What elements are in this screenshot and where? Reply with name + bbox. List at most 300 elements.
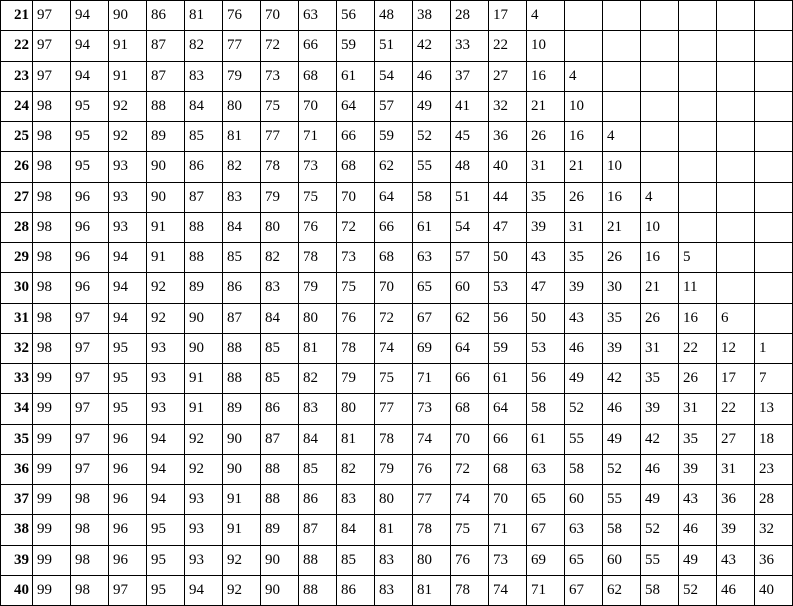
table-cell: 10 xyxy=(565,91,603,121)
table-cell: 49 xyxy=(603,424,641,454)
table-cell: 4 xyxy=(527,1,565,31)
table-cell: 7 xyxy=(755,364,793,394)
table-cell: 95 xyxy=(109,364,147,394)
table-cell: 97 xyxy=(71,454,109,484)
table-cell: 92 xyxy=(185,454,223,484)
table-row xyxy=(1,61,793,91)
table-cell: 26 xyxy=(603,243,641,273)
table-row xyxy=(1,273,793,303)
table-cell: 87 xyxy=(299,515,337,545)
table-cell: 46 xyxy=(641,454,679,484)
table-cell: 95 xyxy=(109,394,147,424)
table-cell: 96 xyxy=(109,515,147,545)
table-cell: 39 xyxy=(527,212,565,242)
table-cell: 86 xyxy=(147,1,185,31)
table-cell xyxy=(755,152,793,182)
table-cell: 53 xyxy=(489,273,527,303)
table-cell: 97 xyxy=(33,61,71,91)
table-cell: 76 xyxy=(451,545,489,575)
row-header: 36 xyxy=(1,454,33,484)
table-cell xyxy=(717,212,755,242)
table-cell: 69 xyxy=(527,545,565,575)
table-cell: 79 xyxy=(223,61,261,91)
table-cell: 10 xyxy=(641,212,679,242)
table-cell: 73 xyxy=(489,545,527,575)
table-cell: 17 xyxy=(717,364,755,394)
table-cell: 97 xyxy=(71,333,109,363)
table-cell: 21 xyxy=(603,212,641,242)
table-cell: 35 xyxy=(641,364,679,394)
table-cell: 98 xyxy=(33,182,71,212)
table-cell: 88 xyxy=(223,364,261,394)
table-cell xyxy=(717,273,755,303)
table-cell: 76 xyxy=(299,212,337,242)
table-cell: 40 xyxy=(755,575,793,605)
table-cell: 75 xyxy=(261,91,299,121)
table-cell: 83 xyxy=(223,182,261,212)
table-cell xyxy=(641,122,679,152)
table-cell: 85 xyxy=(299,454,337,484)
table-cell: 62 xyxy=(375,152,413,182)
table-cell: 70 xyxy=(451,424,489,454)
table-cell: 99 xyxy=(33,364,71,394)
table-cell: 95 xyxy=(147,515,185,545)
table-cell: 94 xyxy=(71,31,109,61)
table-cell: 17 xyxy=(489,1,527,31)
table-cell: 91 xyxy=(223,485,261,515)
table-cell: 78 xyxy=(375,424,413,454)
table-cell: 92 xyxy=(147,273,185,303)
table-cell: 16 xyxy=(603,182,641,212)
table-cell: 87 xyxy=(147,61,185,91)
table-cell: 93 xyxy=(185,545,223,575)
table-cell: 70 xyxy=(337,182,375,212)
table-cell: 84 xyxy=(337,515,375,545)
table-cell: 88 xyxy=(299,545,337,575)
table-cell: 82 xyxy=(261,243,299,273)
row-header: 37 xyxy=(1,485,33,515)
table-cell: 93 xyxy=(109,182,147,212)
table-cell: 26 xyxy=(679,364,717,394)
table-cell: 97 xyxy=(33,1,71,31)
table-cell: 90 xyxy=(223,424,261,454)
table-cell: 46 xyxy=(413,61,451,91)
table-cell: 26 xyxy=(527,122,565,152)
table-cell: 31 xyxy=(717,454,755,484)
table-cell: 66 xyxy=(489,424,527,454)
table-cell: 46 xyxy=(565,333,603,363)
table-cell: 68 xyxy=(375,243,413,273)
table-cell: 79 xyxy=(375,454,413,484)
table-cell: 86 xyxy=(337,575,375,605)
row-header: 23 xyxy=(1,61,33,91)
table-cell: 18 xyxy=(755,424,793,454)
table-cell: 79 xyxy=(299,273,337,303)
table-cell: 68 xyxy=(489,454,527,484)
table-cell: 64 xyxy=(375,182,413,212)
table-cell: 99 xyxy=(33,394,71,424)
table-cell: 74 xyxy=(375,333,413,363)
table-cell: 91 xyxy=(109,61,147,91)
table-cell: 72 xyxy=(451,454,489,484)
table-cell xyxy=(641,91,679,121)
table-cell: 40 xyxy=(489,152,527,182)
table-cell: 92 xyxy=(185,424,223,454)
table-cell: 12 xyxy=(717,333,755,363)
row-header: 31 xyxy=(1,303,33,333)
table-row xyxy=(1,91,793,121)
table-cell: 92 xyxy=(109,91,147,121)
table-cell: 50 xyxy=(527,303,565,333)
table-cell: 47 xyxy=(527,273,565,303)
table-cell: 63 xyxy=(565,515,603,545)
table-cell: 86 xyxy=(261,394,299,424)
table-cell: 55 xyxy=(603,485,641,515)
table-cell: 43 xyxy=(679,485,717,515)
table-cell: 79 xyxy=(261,182,299,212)
table-cell: 61 xyxy=(489,364,527,394)
table-cell: 42 xyxy=(641,424,679,454)
table-cell: 49 xyxy=(565,364,603,394)
table-cell: 82 xyxy=(223,152,261,182)
table-cell xyxy=(755,61,793,91)
table-cell: 96 xyxy=(71,243,109,273)
table-cell: 97 xyxy=(71,364,109,394)
table-row xyxy=(1,515,793,545)
table-cell: 31 xyxy=(565,212,603,242)
table-cell: 87 xyxy=(147,31,185,61)
table-cell xyxy=(717,243,755,273)
table-cell: 91 xyxy=(147,243,185,273)
table-cell: 93 xyxy=(147,364,185,394)
table-cell: 59 xyxy=(375,122,413,152)
table-cell: 90 xyxy=(223,454,261,484)
table-cell: 96 xyxy=(71,212,109,242)
table-cell: 98 xyxy=(33,212,71,242)
row-header: 25 xyxy=(1,122,33,152)
table-cell: 80 xyxy=(413,545,451,575)
table-cell: 58 xyxy=(565,454,603,484)
table-cell: 93 xyxy=(185,515,223,545)
row-header: 40 xyxy=(1,575,33,605)
table-cell: 22 xyxy=(679,333,717,363)
table-cell: 1 xyxy=(755,333,793,363)
table-cell: 98 xyxy=(71,515,109,545)
table-cell xyxy=(679,31,717,61)
table-cell: 13 xyxy=(755,394,793,424)
table-cell: 88 xyxy=(223,333,261,363)
table-cell: 72 xyxy=(261,31,299,61)
table-cell: 94 xyxy=(147,454,185,484)
table-cell: 75 xyxy=(375,364,413,394)
table-cell: 4 xyxy=(565,61,603,91)
table-cell: 48 xyxy=(451,152,489,182)
table-cell: 44 xyxy=(489,182,527,212)
table-cell: 59 xyxy=(489,333,527,363)
table-cell: 85 xyxy=(261,364,299,394)
table-cell: 21 xyxy=(565,152,603,182)
table-cell: 96 xyxy=(109,424,147,454)
table-cell: 52 xyxy=(413,122,451,152)
table-cell: 26 xyxy=(641,303,679,333)
table-cell: 90 xyxy=(261,575,299,605)
table-cell: 23 xyxy=(755,454,793,484)
row-header: 32 xyxy=(1,333,33,363)
table-cell xyxy=(755,212,793,242)
table-cell: 76 xyxy=(223,1,261,31)
table-cell: 27 xyxy=(489,61,527,91)
table-cell: 84 xyxy=(299,424,337,454)
table-cell: 35 xyxy=(565,243,603,273)
table-cell: 58 xyxy=(603,515,641,545)
table-cell: 21 xyxy=(641,273,679,303)
table-cell: 67 xyxy=(565,575,603,605)
table-cell xyxy=(603,31,641,61)
table-cell: 73 xyxy=(261,61,299,91)
table-cell: 22 xyxy=(717,394,755,424)
table-cell: 35 xyxy=(527,182,565,212)
table-cell: 88 xyxy=(261,454,299,484)
table-cell: 90 xyxy=(147,182,185,212)
table-row xyxy=(1,333,793,363)
table-cell xyxy=(679,122,717,152)
table-cell: 87 xyxy=(223,303,261,333)
table-cell: 91 xyxy=(185,364,223,394)
row-header: 39 xyxy=(1,545,33,575)
table-cell: 54 xyxy=(451,212,489,242)
table-cell: 75 xyxy=(451,515,489,545)
table-cell: 54 xyxy=(375,61,413,91)
table-cell: 83 xyxy=(375,545,413,575)
table-cell: 60 xyxy=(451,273,489,303)
table-cell: 93 xyxy=(185,485,223,515)
table-cell: 88 xyxy=(147,91,185,121)
table-cell xyxy=(755,1,793,31)
table-cell: 75 xyxy=(299,182,337,212)
table-cell: 99 xyxy=(33,485,71,515)
table-cell: 90 xyxy=(147,152,185,182)
table-cell: 61 xyxy=(337,61,375,91)
table-cell: 95 xyxy=(147,575,185,605)
table-cell: 99 xyxy=(33,545,71,575)
table-row xyxy=(1,182,793,212)
table-cell xyxy=(679,1,717,31)
table-cell xyxy=(755,273,793,303)
row-header: 24 xyxy=(1,91,33,121)
table-cell: 45 xyxy=(451,122,489,152)
table-cell: 68 xyxy=(451,394,489,424)
table-cell: 64 xyxy=(489,394,527,424)
table-cell: 32 xyxy=(489,91,527,121)
table-cell: 42 xyxy=(603,364,641,394)
row-header: 26 xyxy=(1,152,33,182)
table-cell: 69 xyxy=(413,333,451,363)
table-cell: 81 xyxy=(223,122,261,152)
table-cell: 78 xyxy=(299,243,337,273)
table-cell: 81 xyxy=(413,575,451,605)
table-cell: 84 xyxy=(223,212,261,242)
table-cell: 87 xyxy=(261,424,299,454)
table-cell: 98 xyxy=(33,303,71,333)
table-cell: 90 xyxy=(185,333,223,363)
table-cell: 93 xyxy=(147,394,185,424)
table-cell: 4 xyxy=(603,122,641,152)
table-cell: 90 xyxy=(185,303,223,333)
table-cell: 99 xyxy=(33,515,71,545)
table-cell: 58 xyxy=(641,575,679,605)
table-cell: 83 xyxy=(261,273,299,303)
table-cell: 52 xyxy=(679,575,717,605)
table-cell: 51 xyxy=(451,182,489,212)
row-header: 22 xyxy=(1,31,33,61)
table-cell: 43 xyxy=(527,243,565,273)
table-cell: 10 xyxy=(527,31,565,61)
table-cell: 55 xyxy=(413,152,451,182)
table-cell: 51 xyxy=(375,31,413,61)
table-cell: 71 xyxy=(489,515,527,545)
table-cell: 58 xyxy=(527,394,565,424)
table-row xyxy=(1,1,793,31)
table-cell: 70 xyxy=(375,273,413,303)
table-cell: 75 xyxy=(337,273,375,303)
table-cell: 90 xyxy=(261,545,299,575)
table-cell: 27 xyxy=(717,424,755,454)
table-cell: 39 xyxy=(717,515,755,545)
table-cell: 88 xyxy=(185,212,223,242)
table-cell xyxy=(641,1,679,31)
table-cell: 98 xyxy=(33,152,71,182)
table-cell: 79 xyxy=(337,364,375,394)
table-cell: 16 xyxy=(641,243,679,273)
table-cell: 50 xyxy=(489,243,527,273)
table-cell xyxy=(565,1,603,31)
table-cell: 90 xyxy=(109,1,147,31)
table-cell: 96 xyxy=(71,273,109,303)
table-cell: 58 xyxy=(413,182,451,212)
table-cell: 48 xyxy=(375,1,413,31)
table-cell: 91 xyxy=(109,31,147,61)
table-cell xyxy=(755,122,793,152)
table-cell: 77 xyxy=(261,122,299,152)
table-cell: 99 xyxy=(33,424,71,454)
table-cell: 61 xyxy=(413,212,451,242)
table-cell: 59 xyxy=(337,31,375,61)
table-cell xyxy=(717,61,755,91)
table-cell: 53 xyxy=(527,333,565,363)
table-cell: 39 xyxy=(679,454,717,484)
table-cell: 63 xyxy=(527,454,565,484)
table-cell: 65 xyxy=(527,485,565,515)
table-cell: 65 xyxy=(565,545,603,575)
table-cell: 83 xyxy=(337,485,375,515)
table-cell xyxy=(755,243,793,273)
table-cell: 91 xyxy=(185,394,223,424)
table-cell: 80 xyxy=(261,212,299,242)
table-cell xyxy=(565,31,603,61)
table-cell: 70 xyxy=(261,1,299,31)
table-cell: 97 xyxy=(71,424,109,454)
table-cell xyxy=(717,31,755,61)
table-cell: 77 xyxy=(223,31,261,61)
table-cell: 68 xyxy=(299,61,337,91)
table-cell: 76 xyxy=(413,454,451,484)
table-cell: 73 xyxy=(299,152,337,182)
table-cell xyxy=(755,182,793,212)
table-cell: 78 xyxy=(413,515,451,545)
row-header: 38 xyxy=(1,515,33,545)
table-cell: 77 xyxy=(375,394,413,424)
table-cell: 78 xyxy=(451,575,489,605)
table-cell: 73 xyxy=(413,394,451,424)
table-cell: 72 xyxy=(337,212,375,242)
table-cell xyxy=(679,212,717,242)
table-row xyxy=(1,394,793,424)
table-cell: 80 xyxy=(299,303,337,333)
table-cell: 47 xyxy=(489,212,527,242)
table-row xyxy=(1,545,793,575)
table-cell: 60 xyxy=(565,485,603,515)
table-cell: 78 xyxy=(337,333,375,363)
table-cell: 80 xyxy=(375,485,413,515)
table-cell: 70 xyxy=(489,485,527,515)
table-cell xyxy=(679,152,717,182)
table-cell: 35 xyxy=(679,424,717,454)
table-cell: 32 xyxy=(755,515,793,545)
table-cell: 39 xyxy=(641,394,679,424)
table-cell: 98 xyxy=(71,545,109,575)
table-cell: 61 xyxy=(527,424,565,454)
table-cell: 6 xyxy=(717,303,755,333)
table-cell xyxy=(717,122,755,152)
table-cell: 63 xyxy=(299,1,337,31)
table-cell: 86 xyxy=(223,273,261,303)
table-cell: 76 xyxy=(337,303,375,333)
table-cell: 4 xyxy=(641,182,679,212)
row-header: 29 xyxy=(1,243,33,273)
table-cell: 66 xyxy=(375,212,413,242)
table-cell: 92 xyxy=(147,303,185,333)
table-cell: 98 xyxy=(33,122,71,152)
table-cell: 33 xyxy=(451,31,489,61)
table-cell: 97 xyxy=(71,394,109,424)
table-cell: 98 xyxy=(71,485,109,515)
table-cell: 98 xyxy=(33,243,71,273)
table-cell: 28 xyxy=(755,485,793,515)
table-cell: 52 xyxy=(603,454,641,484)
table-cell: 55 xyxy=(565,424,603,454)
table-cell: 89 xyxy=(147,122,185,152)
table-cell: 28 xyxy=(451,1,489,31)
table-cell: 91 xyxy=(147,212,185,242)
table-row xyxy=(1,122,793,152)
table-cell: 94 xyxy=(109,243,147,273)
table-cell: 67 xyxy=(413,303,451,333)
table-cell: 43 xyxy=(565,303,603,333)
table-cell: 64 xyxy=(451,333,489,363)
table-row xyxy=(1,31,793,61)
table-cell: 26 xyxy=(565,182,603,212)
table-cell: 96 xyxy=(71,182,109,212)
table-cell: 93 xyxy=(109,152,147,182)
table-row xyxy=(1,243,793,273)
table-cell: 5 xyxy=(679,243,717,273)
table-cell: 81 xyxy=(299,333,337,363)
table-cell: 93 xyxy=(147,333,185,363)
row-header: 21 xyxy=(1,1,33,31)
table-cell: 49 xyxy=(679,545,717,575)
table-cell: 66 xyxy=(451,364,489,394)
table-cell xyxy=(717,91,755,121)
